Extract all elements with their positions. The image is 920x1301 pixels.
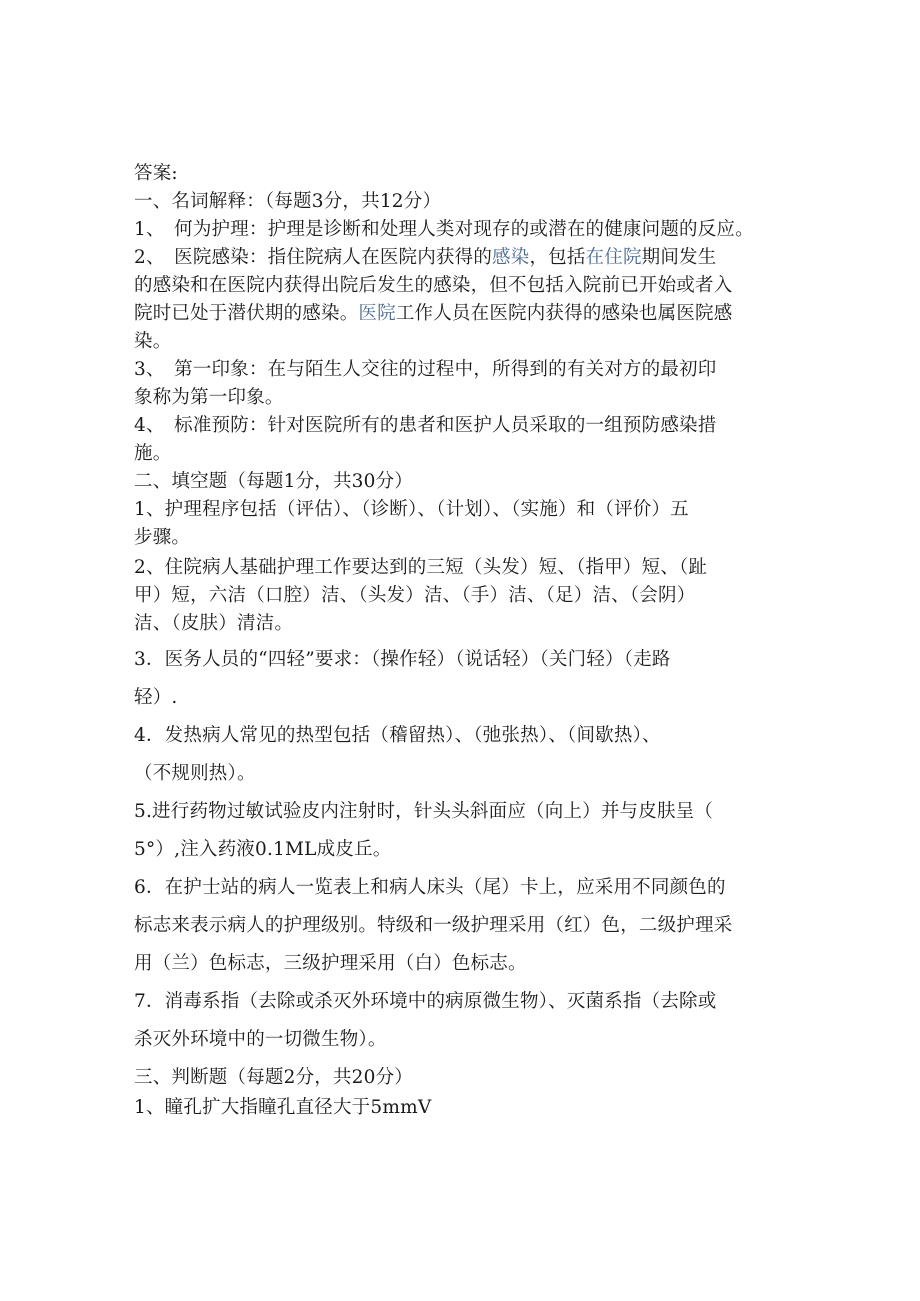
s2-q4-line1: 4．发热病人常见的热型包括（稽留热）、（弛张热）、（间歇热）、 (134, 725, 661, 746)
link-hospital[interactable]: 医院 (358, 303, 396, 324)
s1-q2-text-c: 期间发生 (641, 247, 717, 268)
s1-q3-line2: 象称为第一印象。 (134, 387, 284, 408)
s2-q6-line3: 用（兰）色标志，三级护理采用（白）色标志。 (134, 953, 527, 974)
s2-q3-line2: 轻）. (134, 687, 178, 708)
link-infection[interactable]: 感染 (492, 247, 530, 268)
s1-q2-line2: 的感染和在医院内获得出院后发生的感染，但不包括入院前已开始或者入 (134, 275, 733, 296)
s1-q4-line2: 施。 (134, 443, 172, 464)
s2-q7-line1: 7．消毒系指（去除或杀灭外环境中的病原微生物）、灭菌系指（去除或 (134, 991, 717, 1012)
s1-q2-line1 (134, 246, 716, 270)
s2-q1-line2: 步骤。 (134, 527, 191, 548)
s1-q4-line1: 4、 标准预防：针对医院所有的患者和医护人员采取的一组预防感染措 (134, 415, 717, 436)
s2-q3-line1: 3．医务人员的“四轻”要求：（操作轻）（说话轻）（关门轻）（走路 (134, 649, 671, 670)
s1-q2-text-d: 院时已处于潜伏期的感染。 (134, 303, 359, 324)
s2-q5-line1: 5.进行药物过敏试验皮内注射时，针头头斜面应（向上）并与皮肤呈（ (134, 801, 714, 822)
section-2-title: 二、填空题（每题1分，共30分） (134, 471, 414, 492)
s2-q6-line2: 标志来表示病人的护理级别。特级和一级护理采用（红）色，二级护理采 (134, 915, 733, 936)
s2-q2-line1: 2、住院病人基础护理工作要达到的三短（头发）短、（指甲）短、（趾 (134, 557, 708, 578)
s1-q2-text-a: 2、 医院感染：指住院病人在医院内获得的 (134, 247, 493, 268)
s2-q4-line2: （不规则热）。 (134, 763, 256, 784)
s1-q2-text-e: 工作人员在医院内获得的感染也属医院感 (395, 303, 733, 324)
section-3-title: 三、判断题（每题2分，共20分） (134, 1067, 414, 1088)
s2-q2-line2: 甲）短，六洁（口腔）洁、（头发）洁、（手）洁、（足）洁、（会阴） (134, 585, 696, 606)
section-1-title: 一、名词解释：（每题3分，共12分） (134, 191, 442, 212)
answer-heading: 答案: (134, 163, 178, 184)
s2-q1-line1: 1、护理程序包括（评估）、（诊断）、（计划）、（实施）和（评价）五 (134, 499, 689, 520)
s1-q3-line1: 3、 第一印象：在与陌生人交往的过程中，所得到的有关对方的最初印 (134, 359, 717, 380)
s1-q2-line4: 染。 (134, 331, 172, 352)
s2-q2-line3: 洁、（皮肤）清洁。 (134, 613, 294, 634)
s1-q2-text-b: ，包括 (529, 247, 586, 268)
s3-q1: 1、瞳孔扩大指瞳孔直径大于5mmV (134, 1097, 432, 1118)
s1-q1: 1、 何为护理：护理是诊断和处理人类对现存的或潜在的健康问题的反应。 (134, 219, 754, 240)
s2-q5-line2: 5°）,注入药液0.1ML成皮丘。 (134, 839, 392, 860)
s2-q6-line1: 6．在护士站的病人一览表上和病人床头（尾）卡上，应采用不同颜色的 (134, 877, 726, 898)
link-hospitalization[interactable]: 在住院 (585, 247, 642, 268)
s2-q7-line2: 杀灭外环境中的一切微生物）。 (134, 1029, 387, 1050)
s1-q2-line3 (134, 302, 732, 326)
